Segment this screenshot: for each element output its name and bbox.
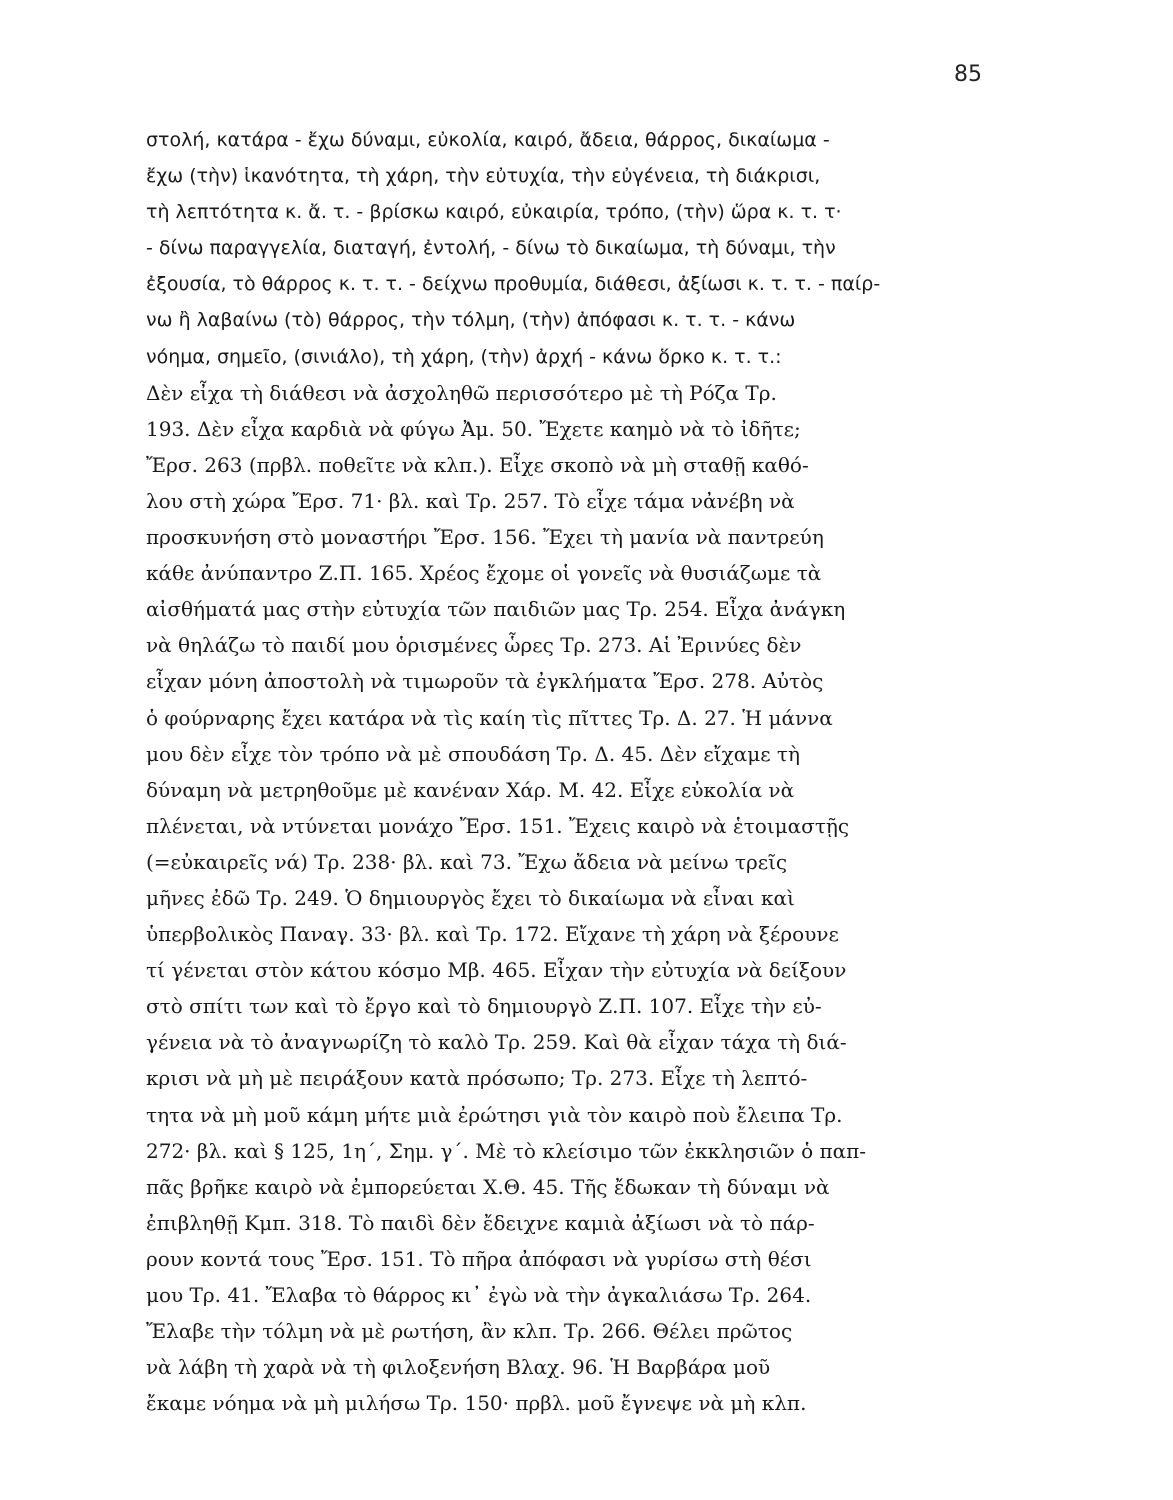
text-line: 193. Δὲν εἶχα καρδιὰ νὰ φύγω Ἀμ. 50. Ἔχετε καημὸ νὰ τὸ ἰδῆτε;: [146, 416, 801, 441]
text-line: Ἔλαβε τὴν τόλμη νὰ μὲ ρωτήση, ἂν κλπ. Τρ. 266. Θέλει πρῶτος: [146, 1319, 793, 1344]
text-line: Ἔρσ. 263 (πρβλ. ποθεῖτε νὰ κλπ.). Εἶχε σκοπὸ νὰ μὴ σταθῇ καθό-: [146, 452, 809, 477]
text-line: πλένεται, νὰ ντύνεται μονάχο Ἔρσ. 151. Ἔχεις καιρὸ νὰ ἑτοιμαστῇς: [146, 813, 850, 838]
page-number: 85: [954, 62, 982, 87]
text-line: μῆνες ἐδῶ Τρ. 249. Ὁ δημιουργὸς ἔχει τὸ δικαίωμα νὰ εἶναι καὶ: [146, 885, 795, 910]
text-line: πᾶς βρῆκε καιρὸ νὰ ἐμπορεύεται Χ.Θ. 45. Τῆς ἔδωκαν τὴ δύναμι νὰ: [146, 1174, 830, 1199]
text-line: μου Τρ. 41. Ἔλαβα τὸ θάρρος κι᾽ ἐγὼ νὰ τὴν ἀγκαλιάσω Τρ. 264.: [146, 1283, 812, 1307]
text-line: νόημα, σημεῖο, (σινιάλο), τὴ χάρη, (τὴν) ἀρχή - κάνω ὅρκο κ. τ. τ.:: [146, 345, 782, 368]
text-line: νω ἢ λαβαίνω (τὸ) θάρρος, τὴν τόλμη, (τὴν) ἀπόφασι κ. τ. τ. - κάνω: [146, 309, 796, 332]
text-line: κάθε ἀνύπαντρο Ζ.Π. 165. Χρέος ἔχομε οἱ γονεῖς νὰ θυσιάζωμε τὰ: [146, 561, 822, 586]
text-line: ὁ φούρναρης ἔχει κατάρα νὰ τὶς καίη τὶς πῖττες Τρ. Δ. 27. Ἡ μάννα: [146, 705, 833, 730]
body-text: [146, 122, 994, 1421]
text-line: τητα νὰ μὴ μοῦ κάμη μήτε μιὰ ἐρώτησι γιὰ τὸν καιρὸ ποὺ ἔλειπα Τρ.: [146, 1102, 843, 1127]
text-line: στολή, κατάρα - ἔχω δύναμι, εὐκολία, καιρό, ἄδεια, θάρρος, δικαίωμα -: [146, 129, 830, 151]
text-line: στὸ σπίτι των καὶ τὸ ἔργο καὶ τὸ δημιουργὸ Ζ.Π. 107. Εἶχε τὴν εὐ-: [146, 994, 822, 1019]
text-line: δύναμη νὰ μετρηθοῦμε μὲ κανέναν Χάρ. Μ. 42. Εἶχε εὐκολία νὰ: [146, 777, 795, 802]
text-line: ρουν κοντά τους Ἔρσ. 151. Τὸ πῆρα ἀπόφασι νὰ γυρίσω στὴ θέσι: [146, 1246, 812, 1271]
text-line: νὰ θηλάζω τὸ παιδί μου ὁρισμένες ὧρες Τρ. 273. Αἱ Ἐρινύες δὲν: [146, 633, 802, 658]
text-line: ἐξουσία, τὸ θάρρος κ. τ. τ. - δείχνω προθυμία, διάθεσι, ἀξίωσι κ. τ. τ. - παίρ-: [146, 273, 881, 296]
text-line: 272· βλ. καὶ § 125, 1η΄, Σημ. γ΄. Μὲ τὸ κλείσιμο τῶν ἐκκλησιῶν ὁ παπ-: [146, 1138, 867, 1163]
text-line: Δὲν εἶχα τὴ διάθεσι νὰ ἀσχοληθῶ περισσότερο μὲ τὴ Ρόζα Τρ.: [146, 380, 777, 405]
text-line: ἐπιβληθῇ Κμπ. 318. Τὸ παιδὶ δὲν ἔδειχνε καμιὰ ἀξίωσι νὰ τὸ πάρ-: [146, 1210, 815, 1235]
text-line: - δίνω παραγγελία, διαταγή, ἐντολή, - δίνω τὸ δικαίωμα, τὴ δύναμι, τὴν: [146, 237, 836, 260]
text-line: αἰσθήματά μας στὴν εὐτυχία τῶν παιδιῶν μας Τρ. 254. Εἶχα ἀνάγκη: [146, 597, 846, 622]
text-line: κρισι νὰ μὴ μὲ πειράξουν κατὰ πρόσωπο; Τρ. 273. Εἶχε τὴ λεπτό-: [146, 1066, 808, 1091]
text-line: ἔχω (τὴν) ἱκανότητα, τὴ χάρη, τὴν εὐτυχία, τὴν εὐγένεια, τὴ διάκρισι,: [146, 165, 821, 188]
text-line: γένεια νὰ τὸ ἀναγνωρίζη τὸ καλὸ Τρ. 259. Καὶ θὰ εἶχαν τάχα τὴ διά-: [146, 1030, 847, 1055]
text-line: (=εὐκαιρεῖς νά) Τρ. 238· βλ. καὶ 73. Ἔχω ἄδεια νὰ μείνω τρεῖς: [146, 849, 788, 874]
text-line: μου δὲν εἶχε τὸν τρόπο νὰ μὲ σπουδάση Τρ. Δ. 45. Δὲν εἴχαμε τὴ: [146, 741, 800, 766]
text-line: λου στὴ χώρα Ἔρσ. 71· βλ. καὶ Τρ. 257. Τὸ εἶχε τάμα νἀνέβη νὰ: [146, 488, 795, 513]
text-line: εἶχαν μόνη ἀποστολὴ νὰ τιμωροῦν τὰ ἐγκλήματα Ἔρσ. 278. Αὐτὸς: [146, 669, 824, 694]
text-line: προσκυνήση στὸ μοναστήρι Ἔρσ. 156. Ἔχει τὴ μανία νὰ παντρεύη: [146, 525, 824, 550]
text-line: ἔκαμε νόημα νὰ μὴ μιλήσω Τρ. 150· πρβλ. μοῦ ἔγνεψε νὰ μὴ κλπ.: [146, 1391, 807, 1416]
text-line: τί γένεται στὸν κάτου κόσμο Μβ. 465. Εἶχαν τὴν εὐτυχία νὰ δείξουν: [146, 958, 847, 983]
text-line: τὴ λεπτότητα κ. ἄ. τ. - βρίσκω καιρό, εὐκαιρία, τρόπο, (τὴν) ὥρα κ. τ. τ·: [146, 201, 842, 224]
text-line: ὑπερβολικὸς Παναγ. 33· βλ. καὶ Τρ. 172. Εἴχανε τὴ χάρη νὰ ξέρουνε: [146, 922, 839, 947]
text-line: νὰ λάβη τὴ χαρὰ νὰ τὴ φιλοξενήση Βλαχ. 96. Ἡ Βαρβάρα μοῦ: [146, 1355, 771, 1380]
